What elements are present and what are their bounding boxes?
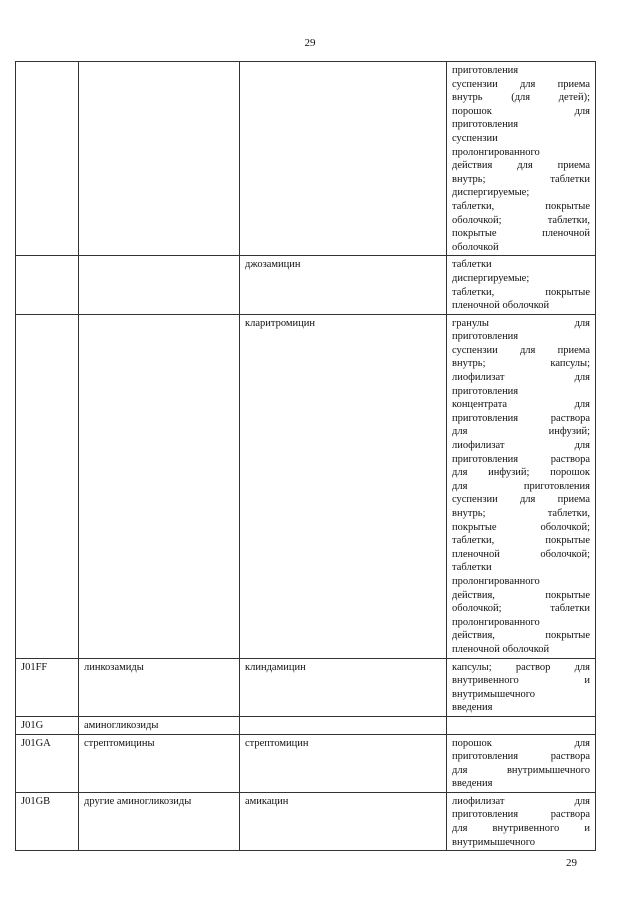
dosage-form-line: суспензии bbox=[452, 132, 498, 144]
drug-group-cell bbox=[79, 62, 240, 256]
dosage-form-line: внутрь; таблетки bbox=[452, 173, 590, 185]
drug-group-cell: другие аминогликозиды bbox=[79, 792, 240, 850]
atc-code-cell: J01GB bbox=[16, 792, 79, 850]
dosage-form-line: приготовления раствора bbox=[452, 412, 590, 424]
dosage-form-line: таблетки bbox=[452, 259, 492, 271]
dosage-form-line: приготовления раствора bbox=[452, 453, 590, 465]
dosage-form-line: покрытые пленочной bbox=[452, 228, 590, 240]
dosage-form-line: пленочной оболочкой; bbox=[452, 548, 590, 560]
dosage-form-line: оболочкой; таблетки, bbox=[452, 214, 590, 226]
drug-table-body bbox=[16, 62, 596, 851]
atc-code-cell bbox=[16, 62, 79, 256]
dosage-form-line: введения bbox=[452, 702, 493, 714]
dosage-form-cell bbox=[447, 792, 596, 850]
dosage-form-line: приготовления bbox=[452, 331, 519, 343]
dosage-form-line: приготовления bbox=[452, 119, 519, 131]
dosage-form-line: таблетки bbox=[452, 562, 492, 574]
atc-code-cell bbox=[16, 314, 79, 658]
dosage-form-line: порошок для bbox=[452, 737, 590, 749]
dosage-form-line: для внутривенного и bbox=[452, 823, 590, 835]
page-number-top: 29 bbox=[304, 37, 316, 49]
drug-table bbox=[15, 61, 596, 851]
drug-name-cell: амикацин bbox=[240, 792, 447, 850]
dosage-form-line: таблетки, покрытые bbox=[452, 535, 590, 547]
drug-name-cell: клиндамицин bbox=[240, 658, 447, 716]
dosage-form-line: лиофилизат для bbox=[452, 795, 590, 807]
table-row bbox=[16, 734, 596, 792]
dosage-form-cell bbox=[447, 314, 596, 658]
dosage-form-line: действия, покрытые bbox=[452, 589, 590, 601]
dosage-form-line: диспергируемые; bbox=[452, 187, 530, 199]
dosage-form-cell bbox=[447, 716, 596, 734]
table-row bbox=[16, 658, 596, 716]
dosage-form-line: оболочкой bbox=[452, 241, 499, 253]
dosage-form-cell bbox=[447, 658, 596, 716]
drug-group-cell: линкозамиды bbox=[79, 658, 240, 716]
dosage-form-line: покрытые оболочкой; bbox=[452, 521, 590, 533]
dosage-form-line: оболочкой; таблетки bbox=[452, 603, 590, 615]
drug-group-cell bbox=[79, 256, 240, 314]
table-row bbox=[16, 62, 596, 256]
dosage-form-line: для инфузий; bbox=[452, 426, 590, 438]
drug-group-cell bbox=[79, 314, 240, 658]
table-row bbox=[16, 792, 596, 850]
dosage-form-line: для приготовления bbox=[452, 480, 590, 492]
dosage-form-line: пленочной оболочкой bbox=[452, 643, 550, 655]
dosage-form-line: диспергируемые; bbox=[452, 272, 530, 284]
dosage-form-line: суспензии для приема bbox=[452, 344, 590, 356]
dosage-form-line: внутрь (для детей); bbox=[452, 92, 590, 104]
page-number-bottom: 29 bbox=[566, 857, 577, 869]
dosage-form-line: концентрата для bbox=[452, 399, 590, 411]
drug-name-cell: стрептомицин bbox=[240, 734, 447, 792]
dosage-form-line: таблетки, покрытые bbox=[452, 200, 590, 212]
dosage-form-line: приготовления раствора bbox=[452, 809, 590, 821]
dosage-form-line: гранулы для bbox=[452, 317, 590, 329]
table-row bbox=[16, 716, 596, 734]
dosage-form-line: введения bbox=[452, 778, 493, 790]
dosage-form-line: внутрь; таблетки, bbox=[452, 508, 590, 519]
dosage-form-line: приготовления bbox=[452, 385, 519, 397]
dosage-form-line: действия для приема bbox=[452, 160, 590, 172]
dosage-form-line: действия, покрытые bbox=[452, 630, 590, 642]
dosage-form-line: пролонгированного bbox=[452, 575, 540, 587]
drug-group-cell: аминогликозиды bbox=[79, 716, 240, 734]
dosage-form-line: суспензии для приема bbox=[452, 494, 590, 506]
table-row bbox=[16, 256, 596, 314]
drug-name-cell bbox=[240, 716, 447, 734]
drug-name-cell: кларитромицин bbox=[240, 314, 447, 658]
dosage-form-line: приготовления bbox=[452, 65, 519, 76]
dosage-form-line: для инфузий; порошок bbox=[452, 467, 590, 479]
atc-code-cell: J01G bbox=[16, 716, 79, 734]
table-row bbox=[16, 314, 596, 658]
dosage-form-line: лиофилизат для bbox=[452, 372, 590, 384]
dosage-form-line: внутрь; капсулы; bbox=[452, 358, 590, 370]
atc-code-cell: J01FF bbox=[16, 658, 79, 716]
dosage-form-line: капсулы; раствор для bbox=[452, 661, 590, 673]
dosage-form-line: порошок для bbox=[452, 105, 590, 117]
dosage-form-cell bbox=[447, 62, 596, 256]
dosage-form-line: пролонгированного bbox=[452, 146, 540, 158]
dosage-form-line: внутривенного и bbox=[452, 675, 590, 687]
dosage-form-line: пролонгированного bbox=[452, 616, 540, 628]
dosage-form-line: внутримышечного bbox=[452, 836, 536, 848]
drug-name-cell: джозамицин bbox=[240, 256, 447, 314]
dosage-form-line: пленочной оболочкой bbox=[452, 300, 550, 312]
dosage-form-line: суспензии для приема bbox=[452, 78, 590, 90]
dosage-form-cell bbox=[447, 734, 596, 792]
dosage-form-cell bbox=[447, 256, 596, 314]
dosage-form-line: для внутримышечного bbox=[452, 764, 590, 776]
dosage-form-line: таблетки, покрытые bbox=[452, 286, 590, 298]
atc-code-cell bbox=[16, 256, 79, 314]
drug-name-cell bbox=[240, 62, 447, 256]
dosage-form-line: лиофилизат для bbox=[452, 440, 590, 452]
dosage-form-line: приготовления раствора bbox=[452, 751, 590, 763]
dosage-form-line: внутримышечного bbox=[452, 688, 536, 700]
drug-group-cell: стрептомицины bbox=[79, 734, 240, 792]
atc-code-cell: J01GA bbox=[16, 734, 79, 792]
